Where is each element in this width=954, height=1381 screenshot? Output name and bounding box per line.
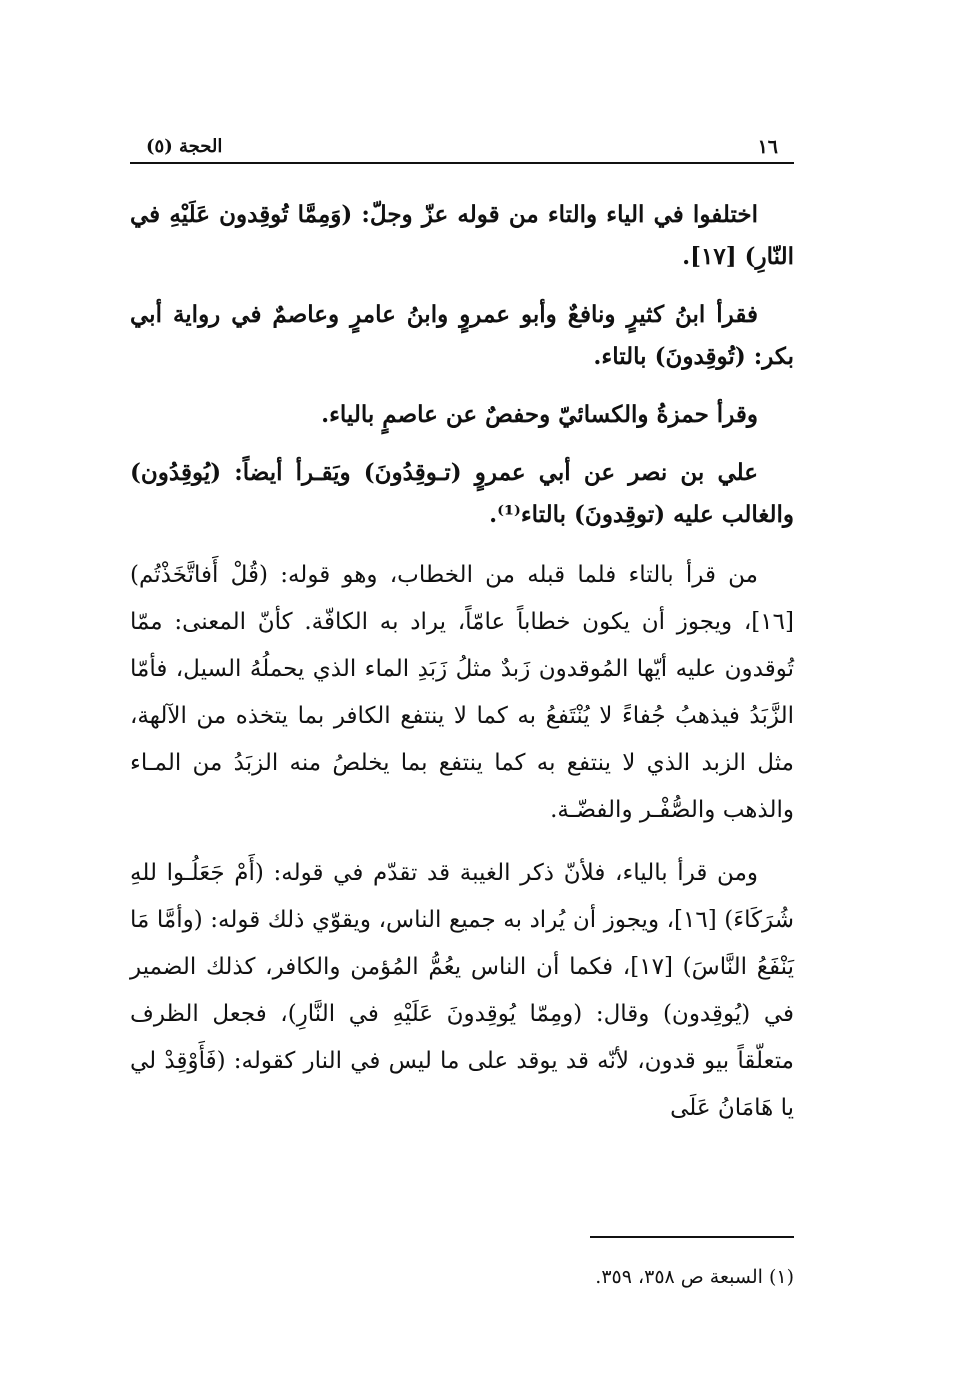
paragraph-reading-ya: وقرأ حمزةُ والكسائيّ وحفصٌ عن عاصمٍ بالياء. [321,401,758,428]
footnote-divider [590,1236,794,1238]
body-text [130,194,794,1132]
paragraph-reading-ta: فقرأ ابنُ كثيرٍ ونافعٌ وأبو عمروٍ وابنُ عامرٍ وعاصمٌ في رواية أبي بكر: (تُوقِدونَ) بالتاء. [130,301,794,370]
running-title: الحجة (٥) [146,136,223,157]
page-header [130,128,794,164]
paragraph-explanation-ta: من قرأ بالتاء فلما قبله من الخطاب، وهو قوله: (قُلْ أَفاتَّخَذْتُم) [١٦]، ويجوز أن يكون خطاباً عامّاً، يراد به الكافّة. كأنّ المعنى: ممّا تُوقدون عليه أيّها المُوقدون زَبدٌ مثلُ زَبَدِ الماء الذي يحملُهُ السيل، فأمّا الزَّبَدُ فيذهبُ جُفاءً لا يُنْتَفعُ به كما لا ينتفع الكافر بما يتخذه من الآلهة، مثل الزبد الذي لا ينتفع به كما ينتفع بما يخلصُ منه الزبَدُ من المـاء والذهب والصُّفْـر والفضّـة. [130,562,794,823]
paragraph-explanation-ya: ومن قرأ بالياء، فلأنّ ذكر الغيبة قد تقدّم في قوله: (أَمْ جَعَلُـوا للهِ شُرَكَاءَ) [١٦]، ويجوز أن يُراد به جميع الناس، ويقوّي ذلك قوله: (وأمَّا مَا يَنْفَعُ النَّاسَ) [١٧]، فكما أن الناس يعُمُّ المُؤمن والكافر، كذلك الضمير في (يُوقِدون) وقال: (ومِمّا يُوقِدونَ عَلَيْهِ في النَّارِ)، فجعل الظرف متعلّقاً بيو قدون، لأنّه قد يوقد على ما ليس في النار كقوله: (فَأَوْقِدْ لي يا هَامَانُ عَلَى [130,860,794,1121]
footnote: (١) السبعة ص ٣٥٨، ٣٥٩. [595,1266,794,1288]
paragraph-ikhtalafu: اختلفوا في الياء والتاء من قوله عزّ وجلّ: (وَمِمَّا تُوقِدون عَلَيْهِ في النّارِ) [١٧]. [130,201,794,270]
page [130,128,794,1288]
page-number: ١٦ [757,136,778,158]
paragraph-ali-ibn-nasr: علي بن نصر عن أبي عمروٍ (تـوقِدُونَ) ويَقـرأ أيضاً: (يُوقِدُون) والغالب عليه (توقِدونَ) بالتاء⁽¹⁾. [130,459,794,528]
